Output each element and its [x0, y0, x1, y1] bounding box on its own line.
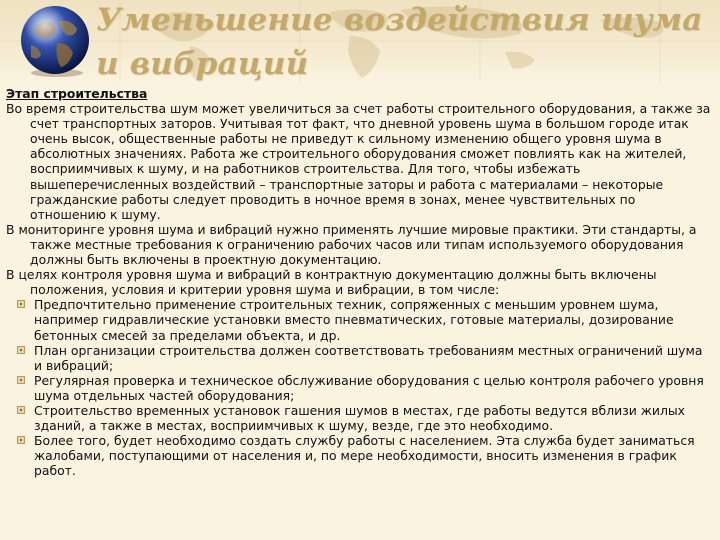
paragraph-construction-noise: Во время строительства шум может увеличиться за счет работы строительного оборудования, а также за счет транспортных заторов. Учитывая тот факт, что дневной уровень шума в большом городе итак очень высок, общественные работы не приведут к сильному изменению общего уровня шума в абсолютных значениях. Работа же строительного оборудования сможет повлиять как на жителей, восприимчивых к шуму, и на работников строительства. Для того, чтобы избежать вышеперечисленных воздействий – транспортные заторы и работа с материалами – некоторые гражданские работы следует проводить в ночное время в зонах, менее чувствительных по отношению к шуму. [6, 101, 711, 222]
list-item [6, 403, 714, 433]
list-item-text: Более того, будет необходимо создать службу работы с населением. Эта служба будет заниматься жалобами, поступающими от населения и, по мере необходимости, вносить изменения в график работ. [34, 433, 695, 479]
list-item-text: План организации строительства должен соответствовать требованиям местных ограничений шума и вибраций; [34, 342, 703, 373]
list-item-text: Предпочтительно применение строительных техник, сопряженных с меньшим уровнем шума, например гидравлические установки вместо пневматических, готовые материалы, дозирование бетонных смесей за пределами объекта, и др. [34, 297, 674, 343]
square-bullet-icon [17, 300, 25, 308]
section-heading: Этап строительства [6, 86, 148, 101]
list-item [6, 297, 714, 342]
square-bullet-icon [17, 436, 25, 444]
paragraph-contract-requirements: В целях контроля уровня шума и вибраций в контрактную документацию должны быть включены положения, условия и критерии уровня шума и вибрации, в том числе: [6, 267, 657, 298]
square-bullet-icon [17, 406, 25, 414]
globe-icon [17, 3, 93, 79]
list-item [6, 433, 714, 478]
list-item [6, 343, 714, 373]
slide-header [0, 0, 720, 82]
square-bullet-icon [17, 376, 25, 384]
slide-body [6, 86, 714, 478]
square-bullet-icon [17, 346, 25, 354]
paragraph-monitoring: В мониторинге уровня шума и вибраций нужно применять лучшие мировые практики. Эти стандарты, а также местные требования к ограничению рабочих часов или типам используемого оборудования должны быть включены в проектную документацию. [6, 221, 697, 268]
list-item-text: Регулярная проверка и техническое обслуживание оборудования с целью контроля рабочего уровня шума отдельных частей оборудования; [34, 372, 704, 403]
requirements-list [6, 297, 714, 478]
list-item [6, 373, 714, 403]
list-item-text: Строительство временных установок гашения шумов в местах, где работы ведутся вблизи жилых зданий, а также в местах, восприимчивых к шуму, везде, где это необходимо. [34, 402, 685, 434]
slide-title: Уменьшение воздействия шума и вибраций [96, 2, 703, 82]
